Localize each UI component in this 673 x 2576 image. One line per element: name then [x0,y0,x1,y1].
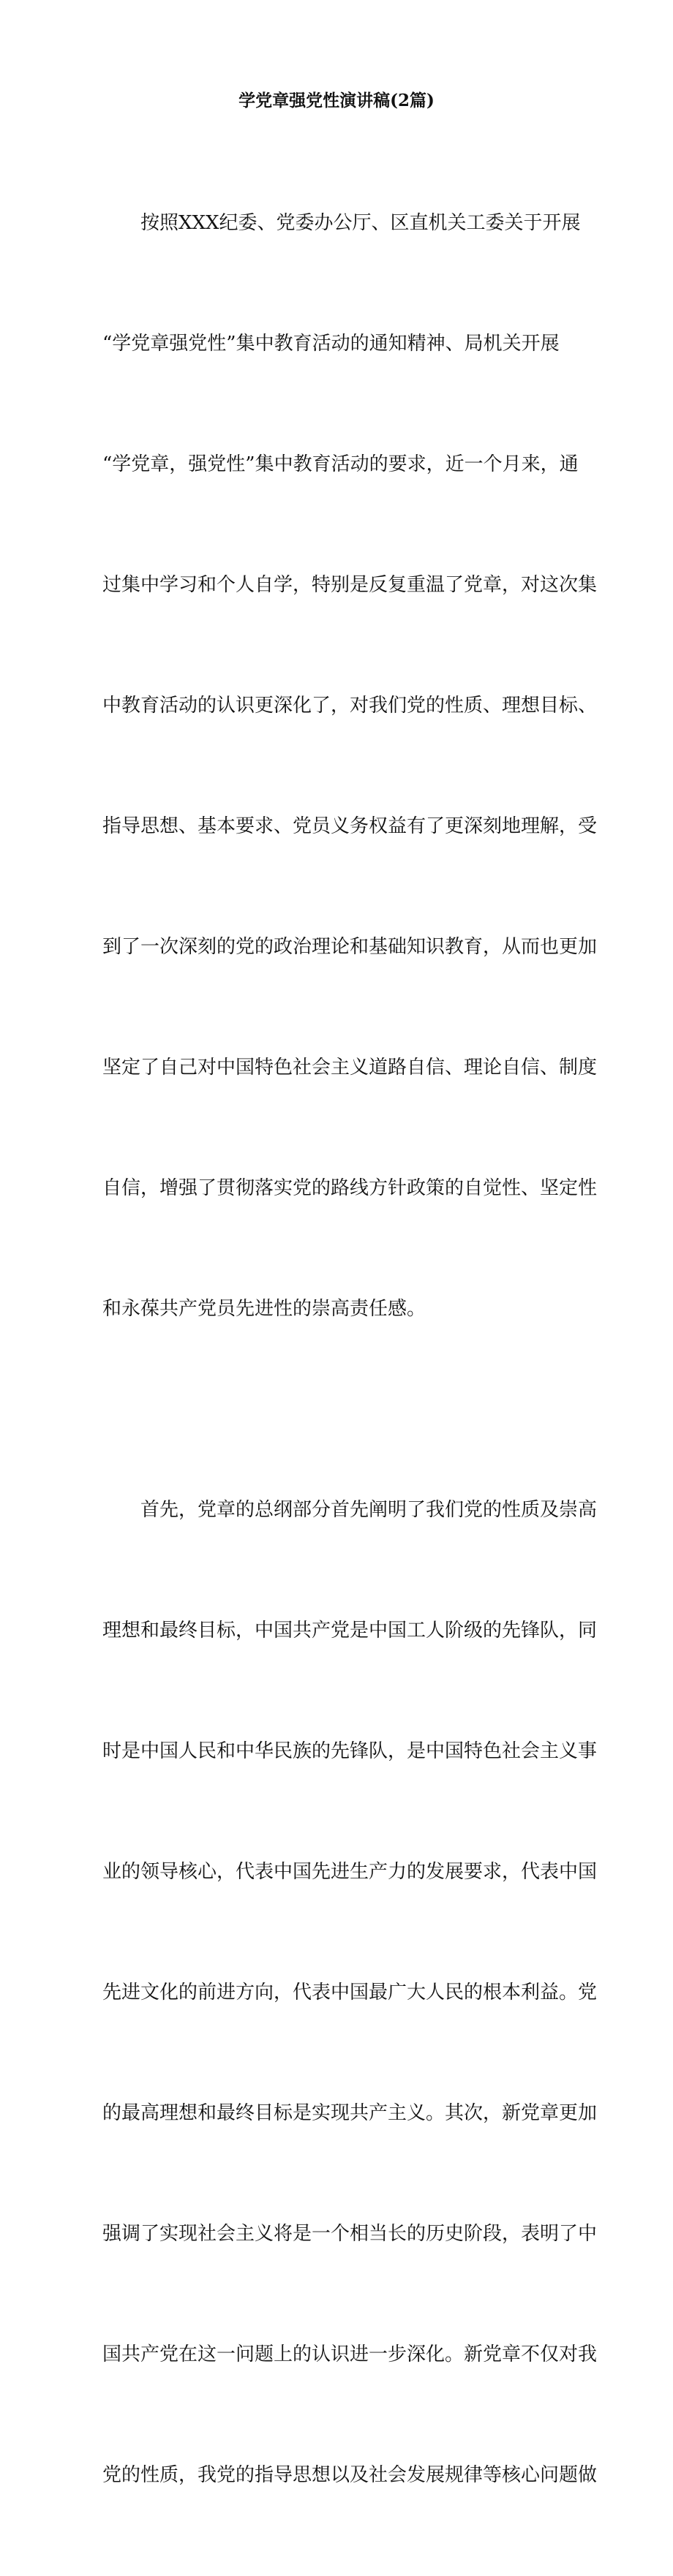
document-title: 学党章强党性演讲稿(2篇) [238,91,435,110]
paragraph-1-line-3: “学党章，强党性”集中教育活动的要求，近一个月来，通 [102,453,579,475]
paragraph-1-line-6: 指导思想、基本要求、党员义务权益有了更深刻地理解，受 [102,815,598,837]
paragraph-2-line-9: 党的性质，我党的指导思想以及社会发展规律等核心问题做 [102,2464,598,2486]
paragraph-2-line-4: 业的领导核心，代表中国先进生产力的发展要求，代表中国 [102,1861,598,1883]
paragraph-2-line-6: 的最高理想和最终目标是实现共产主义。其次，新党章更加 [102,2102,598,2124]
paragraph-2-line-5: 先进文化的前进方向，代表中国最广大人民的根本利益。党 [102,1982,598,2003]
paragraph-2 [102,1410,598,2576]
paragraph-2-line-7: 强调了实现社会主义将是一个相当长的历史阶段，表明了中 [102,2223,598,2245]
paragraph-1-line-5: 中教育活动的认识更深化了，对我们党的性质、理想目标、 [102,695,598,717]
paragraph-1-line-10: 和永葆共产党员先进性的崇高责任感。 [102,1298,426,1320]
paragraph-2-line-2: 理想和最终目标，中国共产党是中国工人阶级的先锋队，同 [102,1620,598,1642]
document-body [102,123,598,2576]
paragraph-1-line-2: “学党章强党性”集中教育活动的通知精神、局机关开展 [102,333,560,355]
paragraph-1-line-4: 过集中学习和个人自学，特别是反复重温了党章，对这次集 [102,574,598,596]
paragraph-1-line-9: 自信，增强了贯彻落实党的路线方针政策的自觉性、坚定性 [102,1177,598,1199]
paragraph-1-line-8: 坚定了自己对中国特色社会主义道路自信、理论自信、制度 [102,1057,598,1079]
paragraph-1-line-1: 按照XXX纪委、党委办公厅、区直机关工委关于开展 [140,212,581,234]
paragraph-2-line-1: 首先，党章的总纲部分首先阐明了我们党的性质及崇高 [140,1499,598,1521]
paragraph-2-line-3: 时是中国人民和中华民族的先锋队，是中国特色社会主义事 [102,1740,598,1762]
paragraph-1-line-7: 到了一次深刻的党的政治理论和基础知识教育，从而也更加 [102,936,598,958]
paragraph-1 [102,123,598,1410]
paragraph-2-line-8: 国共产党在这一问题上的认识进一步深化。新党章不仅对我 [102,2343,598,2365]
